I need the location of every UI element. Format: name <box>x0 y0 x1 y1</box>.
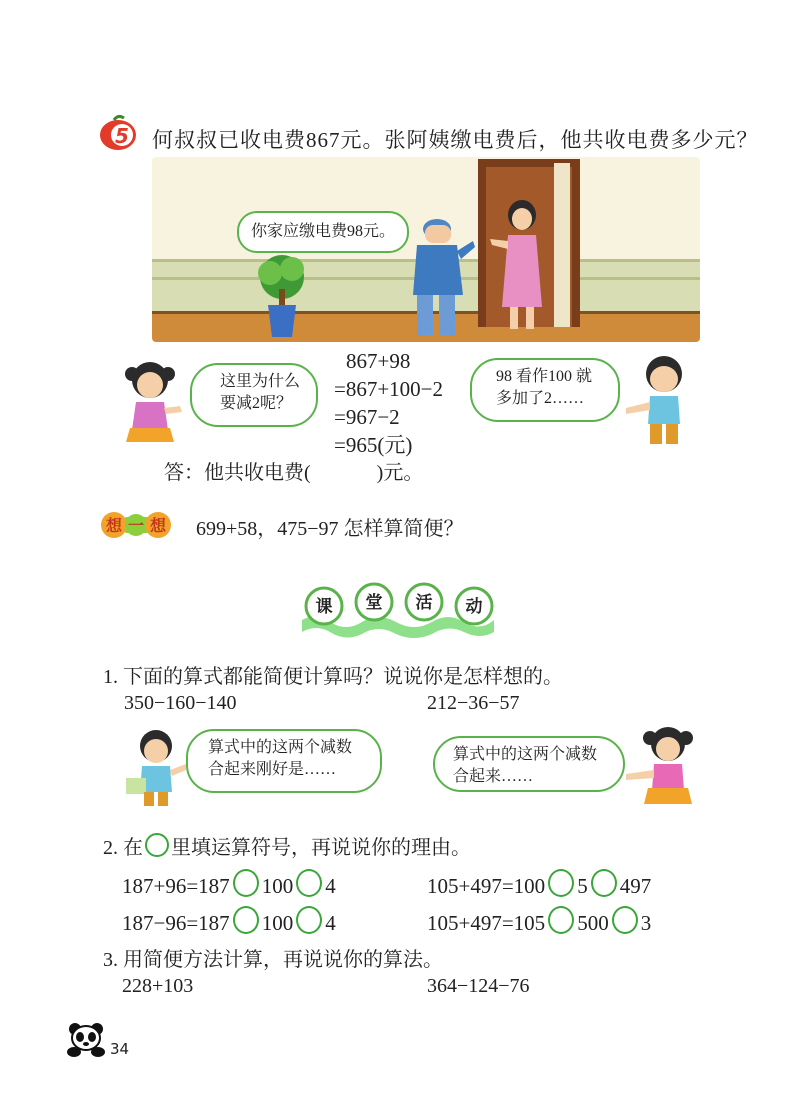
electricity-worker-illustration <box>407 215 477 340</box>
calc-line-2: =867+100−2 <box>334 377 444 401</box>
operator-blank[interactable] <box>296 869 322 897</box>
question-3: 3. 用简便方法计算，再说说你的算法。 <box>103 949 443 971</box>
boy-speech-bubble: 98 看作100 就多加了2…… <box>470 358 620 422</box>
q3-expression-a: 228+103 <box>122 975 194 997</box>
electricity-bill-scene <box>152 157 700 342</box>
q1-girl-speech-bubble: 算式中的这两个减数合起来…… <box>433 736 625 792</box>
girl-illustration <box>120 356 186 448</box>
operator-blank[interactable] <box>233 869 259 897</box>
woman-illustration <box>490 197 560 337</box>
q3-expression-b: 364−124−76 <box>427 975 530 997</box>
operator-blank[interactable] <box>591 869 617 897</box>
question-2: 2. 在 里填运算符号，再说说你的理由。 <box>103 831 471 860</box>
problem-number-badge <box>96 114 140 152</box>
problem-number: 5 <box>115 124 129 148</box>
question-1: 1. 下面的算式都能简便计算吗？说说你是怎样想的。 <box>103 666 563 688</box>
svg-text:想: 想 <box>105 516 123 535</box>
operator-blank[interactable] <box>296 906 322 934</box>
page-number: 34 <box>110 1040 130 1058</box>
potted-plant-illustration <box>252 249 312 339</box>
answer-line <box>164 456 423 485</box>
svg-text:堂: 堂 <box>365 593 383 613</box>
think-question: 699+58，475−97 怎样算简便？ <box>196 518 464 540</box>
svg-text:课: 课 <box>315 597 333 617</box>
green-circle-icon <box>145 833 169 857</box>
problem-5-question: 何叔叔已收电费867元。张阿姨缴电费后，他共收电费多少元？ <box>152 128 759 152</box>
equation-row-3: 187−96=187 100 4 <box>122 906 336 936</box>
q1-expression-b: 212−36−57 <box>427 692 520 714</box>
operator-blank[interactable] <box>233 906 259 934</box>
equation-row-2: 105+497=100 5 497 <box>427 869 651 899</box>
equation-row-1: 187+96=187 100 4 <box>122 869 336 899</box>
think-label <box>100 511 172 539</box>
boy-with-books-illustration <box>124 726 188 808</box>
operator-blank[interactable] <box>548 906 574 934</box>
q1-boy-speech-bubble: 算式中的这两个减数合起来刚好是…… <box>186 729 382 793</box>
answer-prefix: 答：他共收电费( <box>164 462 311 484</box>
girl-speech-bubble: 这里为什么要减2呢？ <box>190 363 318 427</box>
svg-text:动: 动 <box>465 597 483 617</box>
worker-speech-bubble: 你家应缴电费98元。 <box>237 211 409 253</box>
svg-text:一: 一 <box>127 516 145 535</box>
boy-illustration <box>620 352 700 447</box>
svg-text:想: 想 <box>149 516 167 535</box>
calc-line-3: =967−2 <box>334 405 400 429</box>
girl-pointing-illustration <box>622 722 702 812</box>
calculation-steps <box>334 347 443 459</box>
calc-line-1: 867+98 <box>346 349 411 373</box>
equation-row-4: 105+497=105 500 3 <box>427 906 651 936</box>
q1-expression-a: 350−160−140 <box>124 692 237 714</box>
panda-icon <box>66 1022 106 1058</box>
svg-text:活: 活 <box>415 593 433 613</box>
operator-blank[interactable] <box>548 869 574 897</box>
operator-blank[interactable] <box>612 906 638 934</box>
answer-suffix: )元。 <box>376 462 424 484</box>
calc-line-4: =965(元) <box>334 433 413 457</box>
class-activity-banner <box>296 582 500 642</box>
